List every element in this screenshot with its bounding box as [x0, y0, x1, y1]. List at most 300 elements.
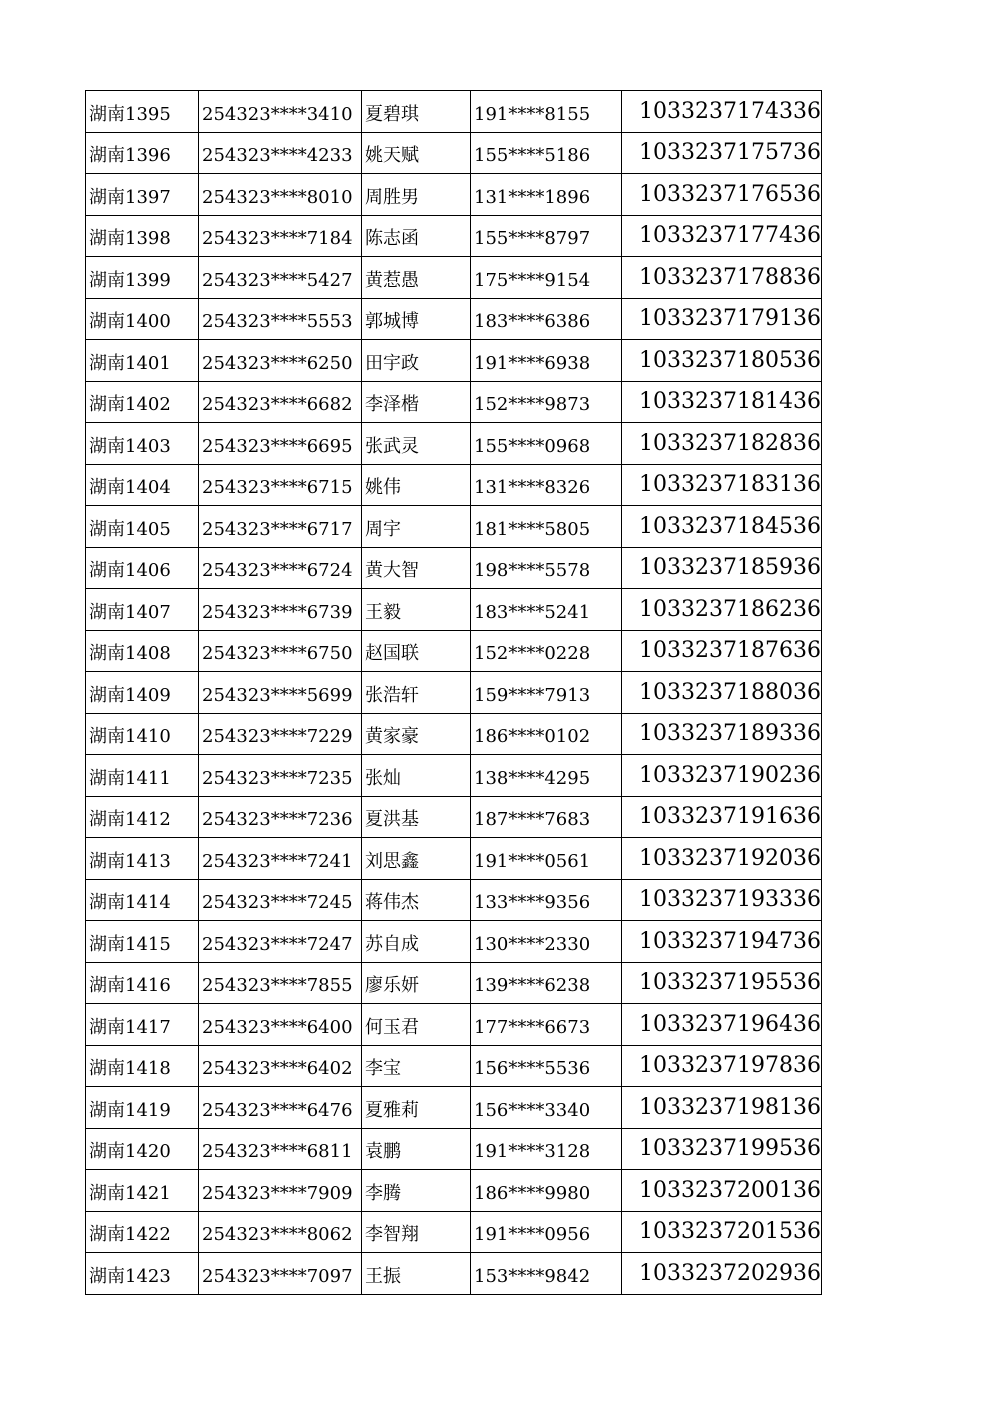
phone-number-cell-text: 152****0228: [474, 643, 591, 664]
id-number-cell-text: 254323****5699: [202, 684, 353, 706]
phone-number-cell: [471, 1087, 622, 1129]
person-name-cell: [362, 464, 471, 506]
person-name-cell-text: 夏碧琪: [365, 103, 419, 125]
table-row: [86, 713, 822, 755]
phone-number-cell-text: 186****9980: [474, 1182, 591, 1204]
table-row: [86, 672, 822, 714]
person-name-cell-text: 李智翔: [365, 1224, 419, 1245]
phone-number-cell-text: 139****6238: [474, 975, 591, 996]
region-code-cell-text: 湖南1397: [89, 186, 171, 208]
region-code-cell-text: 湖南1414: [89, 892, 171, 913]
ticket-number-cell-text: 1033237200136: [639, 1177, 821, 1203]
id-number-cell: [199, 713, 362, 755]
person-name-cell-text: 王毅: [365, 601, 401, 623]
id-number-cell: [199, 1045, 362, 1087]
region-code-cell: [86, 796, 199, 838]
ticket-number-cell-text: 1033237177436: [639, 223, 821, 248]
region-code-cell: [86, 755, 199, 797]
phone-number-cell-text: 131****1896: [474, 186, 591, 208]
region-code-cell-text: 湖南1395: [89, 103, 171, 125]
id-number-cell: [199, 589, 362, 631]
id-number-cell: [199, 1087, 362, 1129]
id-number-cell-text: 254323****3410: [202, 103, 353, 125]
ticket-number-cell: [622, 1253, 822, 1295]
region-code-cell: [86, 672, 199, 714]
table-row: [86, 630, 822, 672]
region-code-cell: [86, 340, 199, 382]
region-code-cell-text: 湖南1403: [89, 435, 171, 457]
person-name-cell: [362, 630, 471, 672]
region-code-cell-text: 湖南1409: [89, 684, 171, 706]
ticket-number-cell-text: 1033237181436: [639, 389, 821, 414]
region-code-cell-text: 湖南1408: [89, 643, 171, 664]
id-number-cell-text: 254323****6724: [202, 560, 353, 581]
region-code-cell-text: 湖南1415: [89, 933, 171, 955]
phone-number-cell-text: 130****2330: [474, 933, 591, 955]
table-row: [86, 1253, 822, 1295]
region-code-cell: [86, 547, 199, 589]
id-number-cell-text: 254323****6400: [202, 1016, 353, 1038]
id-number-cell: [199, 298, 362, 340]
ticket-number-cell: [622, 879, 822, 921]
person-name-cell-text: 黄大智: [365, 560, 419, 581]
phone-number-cell-text: 177****6673: [474, 1016, 591, 1038]
ticket-number-cell: [622, 298, 822, 340]
ticket-number-cell: [622, 713, 822, 755]
ticket-number-cell: [622, 630, 822, 672]
region-code-cell-text: 湖南1420: [89, 1141, 171, 1162]
ticket-number-cell-text: 1033237202936: [639, 1260, 821, 1286]
table-row: [86, 464, 822, 506]
table-row: [86, 381, 822, 423]
phone-number-cell-text: 191****8155: [474, 103, 591, 125]
phone-number-cell: [471, 796, 622, 838]
id-number-cell-text: 254323****7855: [202, 975, 353, 996]
region-code-cell: [86, 464, 199, 506]
region-code-cell: [86, 589, 199, 631]
ticket-number-cell-text: 1033237179136: [639, 306, 821, 331]
id-number-cell-text: 254323****8062: [202, 1224, 353, 1245]
ticket-number-cell: [622, 1004, 822, 1046]
id-number-cell-text: 254323****7229: [202, 726, 353, 747]
table-row: [86, 1128, 822, 1170]
id-number-cell: [199, 1170, 362, 1212]
phone-number-cell-text: 155****8797: [474, 228, 591, 249]
table-row: [86, 298, 822, 340]
person-name-cell: [362, 589, 471, 631]
person-name-cell: [362, 381, 471, 423]
phone-number-cell-text: 133****9356: [474, 892, 591, 913]
ticket-number-cell-text: 1033237194736: [639, 928, 821, 954]
table-row: [86, 962, 822, 1004]
region-code-cell: [86, 921, 199, 963]
person-name-cell-text: 陈志函: [365, 228, 419, 249]
ticket-number-cell-text: 1033237174336: [639, 98, 821, 124]
phone-number-cell-text: 191****0561: [474, 850, 591, 872]
ticket-number-cell: [622, 838, 822, 880]
person-name-cell: [362, 423, 471, 465]
ticket-number-cell-text: 1033237182836: [639, 430, 821, 456]
id-number-cell-text: 254323****8010: [202, 186, 353, 208]
person-name-cell: [362, 298, 471, 340]
person-name-cell-text: 黄家豪: [365, 726, 419, 747]
ticket-number-cell: [622, 91, 822, 133]
id-number-cell-text: 254323****6750: [202, 643, 353, 664]
person-name-cell: [362, 1211, 471, 1253]
ticket-number-cell-text: 1033237178836: [639, 264, 821, 290]
ticket-number-cell-text: 1033237192036: [639, 845, 821, 871]
ticket-number-cell: [622, 1128, 822, 1170]
ticket-number-cell: [622, 962, 822, 1004]
person-name-cell-text: 赵国联: [365, 643, 419, 664]
id-number-cell-text: 254323****7184: [202, 228, 353, 249]
ticket-number-cell: [622, 174, 822, 216]
id-number-cell-text: 254323****7236: [202, 809, 353, 830]
person-name-cell-text: 姚伟: [365, 477, 401, 498]
ticket-number-cell: [622, 1045, 822, 1087]
table-row: [86, 879, 822, 921]
id-number-cell: [199, 796, 362, 838]
phone-number-cell: [471, 132, 622, 174]
ticket-number-cell: [622, 340, 822, 382]
person-name-cell: [362, 796, 471, 838]
region-code-cell-text: 湖南1406: [89, 560, 171, 581]
phone-number-cell: [471, 464, 622, 506]
person-name-cell: [362, 215, 471, 257]
phone-number-cell-text: 131****8326: [474, 477, 591, 498]
person-name-cell-text: 何玉君: [365, 1016, 419, 1038]
phone-number-cell-text: 191****3128: [474, 1141, 591, 1162]
phone-number-cell: [471, 1253, 622, 1295]
phone-number-cell-text: 191****0956: [474, 1224, 591, 1245]
person-name-cell: [362, 672, 471, 714]
id-number-cell-text: 254323****7909: [202, 1182, 353, 1204]
ticket-number-cell-text: 1033237186236: [639, 596, 821, 622]
person-name-cell: [362, 257, 471, 299]
id-number-cell-text: 254323****7235: [202, 767, 353, 789]
ticket-number-cell-text: 1033237201536: [639, 1219, 821, 1244]
id-number-cell: [199, 1128, 362, 1170]
region-code-cell-text: 湖南1416: [89, 975, 171, 996]
phone-number-cell: [471, 672, 622, 714]
phone-number-cell: [471, 257, 622, 299]
region-code-cell: [86, 1253, 199, 1295]
person-name-cell-text: 苏自成: [365, 933, 419, 955]
person-name-cell-text: 张武灵: [365, 435, 419, 457]
person-name-cell: [362, 1128, 471, 1170]
person-name-cell-text: 张灿: [365, 767, 401, 789]
phone-number-cell: [471, 91, 622, 133]
person-name-cell: [362, 838, 471, 880]
id-number-cell-text: 254323****6682: [202, 394, 353, 415]
person-name-cell: [362, 174, 471, 216]
phone-number-cell: [471, 838, 622, 880]
ticket-number-cell-text: 1033237198136: [639, 1094, 821, 1120]
person-name-cell: [362, 1170, 471, 1212]
region-code-cell-text: 湖南1399: [89, 269, 171, 291]
person-name-cell-text: 田宇政: [365, 352, 419, 374]
region-code-cell: [86, 1087, 199, 1129]
id-number-cell: [199, 1253, 362, 1295]
region-code-cell-text: 湖南1400: [89, 311, 171, 332]
person-name-cell: [362, 1087, 471, 1129]
ticket-number-cell-text: 1033237187636: [639, 638, 821, 663]
person-name-cell-text: 郭城博: [365, 311, 419, 332]
id-number-cell: [199, 215, 362, 257]
person-name-cell-text: 黄惹愚: [365, 269, 419, 291]
ticket-number-cell-text: 1033237196436: [639, 1011, 821, 1037]
ticket-number-cell: [622, 506, 822, 548]
id-number-cell: [199, 174, 362, 216]
region-code-cell: [86, 506, 199, 548]
phone-number-cell: [471, 713, 622, 755]
region-code-cell: [86, 713, 199, 755]
region-code-cell: [86, 879, 199, 921]
region-code-cell: [86, 1211, 199, 1253]
person-name-cell: [362, 547, 471, 589]
region-code-cell: [86, 215, 199, 257]
phone-number-cell: [471, 1045, 622, 1087]
region-code-cell: [86, 1128, 199, 1170]
phone-number-cell: [471, 1004, 622, 1046]
person-name-cell-text: 李腾: [365, 1182, 401, 1204]
id-number-cell-text: 254323****5553: [202, 311, 353, 332]
table-row: [86, 215, 822, 257]
ticket-number-cell-text: 1033237180536: [639, 347, 821, 373]
id-number-cell-text: 254323****6811: [202, 1141, 353, 1162]
region-code-cell: [86, 1045, 199, 1087]
phone-number-cell: [471, 755, 622, 797]
phone-number-cell-text: 175****9154: [474, 269, 591, 291]
person-name-cell: [362, 1045, 471, 1087]
ticket-number-cell: [622, 215, 822, 257]
phone-number-cell-text: 156****3340: [474, 1099, 591, 1121]
region-code-cell-text: 湖南1418: [89, 1058, 171, 1079]
person-name-cell: [362, 1253, 471, 1295]
id-number-cell: [199, 879, 362, 921]
region-code-cell: [86, 1004, 199, 1046]
phone-number-cell-text: 181****5805: [474, 518, 591, 540]
ticket-number-cell: [622, 132, 822, 174]
phone-number-cell-text: 198****5578: [474, 560, 591, 581]
phone-number-cell: [471, 423, 622, 465]
id-number-cell-text: 254323****6250: [202, 352, 353, 374]
person-name-cell-text: 夏洪基: [365, 809, 419, 830]
ticket-number-cell: [622, 1211, 822, 1253]
region-code-cell: [86, 132, 199, 174]
phone-number-cell-text: 187****7683: [474, 809, 591, 830]
table-row: [86, 340, 822, 382]
id-number-cell-text: 254323****7247: [202, 933, 353, 955]
phone-number-cell: [471, 1128, 622, 1170]
phone-number-cell-text: 152****9873: [474, 394, 591, 415]
person-name-cell: [362, 921, 471, 963]
person-name-cell-text: 廖乐妍: [365, 975, 419, 996]
id-number-cell-text: 254323****5427: [202, 269, 353, 291]
id-number-cell-text: 254323****7097: [202, 1265, 353, 1287]
table-row: [86, 423, 822, 465]
region-code-cell-text: 湖南1422: [89, 1224, 171, 1245]
phone-number-cell: [471, 506, 622, 548]
id-number-cell: [199, 464, 362, 506]
phone-number-cell-text: 155****0968: [474, 435, 591, 457]
phone-number-cell: [471, 879, 622, 921]
region-code-cell-text: 湖南1421: [89, 1182, 171, 1204]
phone-number-cell-text: 138****4295: [474, 767, 591, 789]
person-name-cell: [362, 91, 471, 133]
id-number-cell-text: 254323****7245: [202, 892, 353, 913]
id-number-cell: [199, 257, 362, 299]
id-number-cell: [199, 962, 362, 1004]
table-row: [86, 755, 822, 797]
person-name-cell-text: 王振: [365, 1265, 401, 1287]
person-name-cell-text: 周宇: [365, 518, 401, 540]
table-row: [86, 506, 822, 548]
phone-number-cell: [471, 547, 622, 589]
region-code-cell: [86, 174, 199, 216]
table-row: [86, 1170, 822, 1212]
table-row: [86, 589, 822, 631]
id-number-cell-text: 254323****6402: [202, 1058, 353, 1079]
person-name-cell: [362, 1004, 471, 1046]
person-name-cell-text: 姚天赋: [365, 145, 419, 166]
region-code-cell: [86, 298, 199, 340]
person-name-cell-text: 张浩轩: [365, 684, 419, 706]
ticket-number-cell-text: 1033237184536: [639, 513, 821, 539]
person-name-cell: [362, 879, 471, 921]
region-code-cell: [86, 257, 199, 299]
id-number-cell: [199, 672, 362, 714]
region-code-cell-text: 湖南1411: [89, 767, 171, 789]
phone-number-cell: [471, 921, 622, 963]
person-name-cell: [362, 506, 471, 548]
person-name-cell-text: 李宝: [365, 1058, 401, 1079]
phone-number-cell-text: 153****9842: [474, 1265, 591, 1287]
ticket-number-cell: [622, 672, 822, 714]
table-row: [86, 132, 822, 174]
ticket-number-cell-text: 1033237197836: [639, 1053, 821, 1078]
phone-number-cell: [471, 298, 622, 340]
table-row: [86, 174, 822, 216]
id-number-cell: [199, 1004, 362, 1046]
id-number-cell-text: 254323****6715: [202, 477, 353, 498]
phone-number-cell: [471, 1170, 622, 1212]
person-name-cell-text: 夏雅莉: [365, 1099, 419, 1121]
ticket-number-cell: [622, 796, 822, 838]
region-code-cell-text: 湖南1405: [89, 518, 171, 540]
person-name-cell-text: 袁鹏: [365, 1141, 401, 1162]
id-number-cell: [199, 381, 362, 423]
id-number-cell-text: 254323****6695: [202, 435, 353, 457]
region-code-cell: [86, 838, 199, 880]
person-name-cell-text: 蒋伟杰: [365, 892, 419, 913]
id-number-cell: [199, 547, 362, 589]
ticket-number-cell-text: 1033237175736: [639, 140, 821, 165]
phone-number-cell-text: 183****6386: [474, 311, 591, 332]
id-number-cell: [199, 630, 362, 672]
person-name-cell-text: 周胜男: [365, 186, 419, 208]
id-number-cell-text: 254323****7241: [202, 850, 353, 872]
table-row: [86, 921, 822, 963]
ticket-number-cell: [622, 1087, 822, 1129]
ticket-number-cell: [622, 755, 822, 797]
ticket-number-cell-text: 1033237199536: [639, 1136, 821, 1161]
id-number-cell: [199, 755, 362, 797]
person-name-cell: [362, 713, 471, 755]
id-number-cell: [199, 838, 362, 880]
region-code-cell-text: 湖南1413: [89, 850, 171, 872]
ticket-number-cell-text: 1033237191636: [639, 804, 821, 829]
region-code-cell: [86, 1170, 199, 1212]
id-number-cell: [199, 132, 362, 174]
person-name-cell-text: 刘思鑫: [365, 850, 419, 872]
id-number-cell: [199, 921, 362, 963]
person-name-cell: [362, 132, 471, 174]
phone-number-cell: [471, 174, 622, 216]
table-row: [86, 91, 822, 133]
phone-number-cell-text: 159****7913: [474, 684, 591, 706]
region-code-cell-text: 湖南1419: [89, 1099, 171, 1121]
region-code-cell: [86, 381, 199, 423]
region-code-cell-text: 湖南1423: [89, 1265, 171, 1287]
ticket-number-cell-text: 1033237195536: [639, 970, 821, 995]
region-code-cell-text: 湖南1398: [89, 228, 171, 249]
id-number-cell-text: 254323****6717: [202, 518, 353, 540]
region-code-cell: [86, 91, 199, 133]
ticket-number-cell: [622, 1170, 822, 1212]
ticket-number-cell: [622, 464, 822, 506]
ticket-number-cell-text: 1033237183136: [639, 472, 821, 497]
table-row: [86, 1004, 822, 1046]
ticket-number-cell-text: 1033237188036: [639, 679, 821, 705]
id-number-cell: [199, 1211, 362, 1253]
id-number-cell: [199, 506, 362, 548]
phone-number-cell-text: 155****5186: [474, 145, 591, 166]
table-row: [86, 1211, 822, 1253]
table-row: [86, 1087, 822, 1129]
region-code-cell-text: 湖南1410: [89, 726, 171, 747]
table-body: [86, 91, 822, 1295]
phone-number-cell: [471, 340, 622, 382]
table-row: [86, 838, 822, 880]
region-code-cell-text: 湖南1396: [89, 145, 171, 166]
phone-number-cell: [471, 381, 622, 423]
registration-table: [85, 90, 822, 1295]
table-row: [86, 257, 822, 299]
id-number-cell: [199, 91, 362, 133]
id-number-cell-text: 254323****6476: [202, 1099, 353, 1121]
region-code-cell-text: 湖南1417: [89, 1016, 171, 1038]
ticket-number-cell-text: 1033237176536: [639, 181, 821, 207]
person-name-cell: [362, 962, 471, 1004]
phone-number-cell: [471, 1211, 622, 1253]
id-number-cell-text: 254323****6739: [202, 601, 353, 623]
ticket-number-cell-text: 1033237185936: [639, 555, 821, 580]
id-number-cell: [199, 340, 362, 382]
region-code-cell: [86, 962, 199, 1004]
phone-number-cell: [471, 589, 622, 631]
phone-number-cell: [471, 215, 622, 257]
id-number-cell: [199, 423, 362, 465]
region-code-cell-text: 湖南1407: [89, 601, 171, 623]
phone-number-cell: [471, 962, 622, 1004]
table-row: [86, 796, 822, 838]
region-code-cell: [86, 423, 199, 465]
ticket-number-cell: [622, 381, 822, 423]
phone-number-cell-text: 186****0102: [474, 726, 591, 747]
ticket-number-cell: [622, 921, 822, 963]
ticket-number-cell-text: 1033237193336: [639, 887, 821, 912]
